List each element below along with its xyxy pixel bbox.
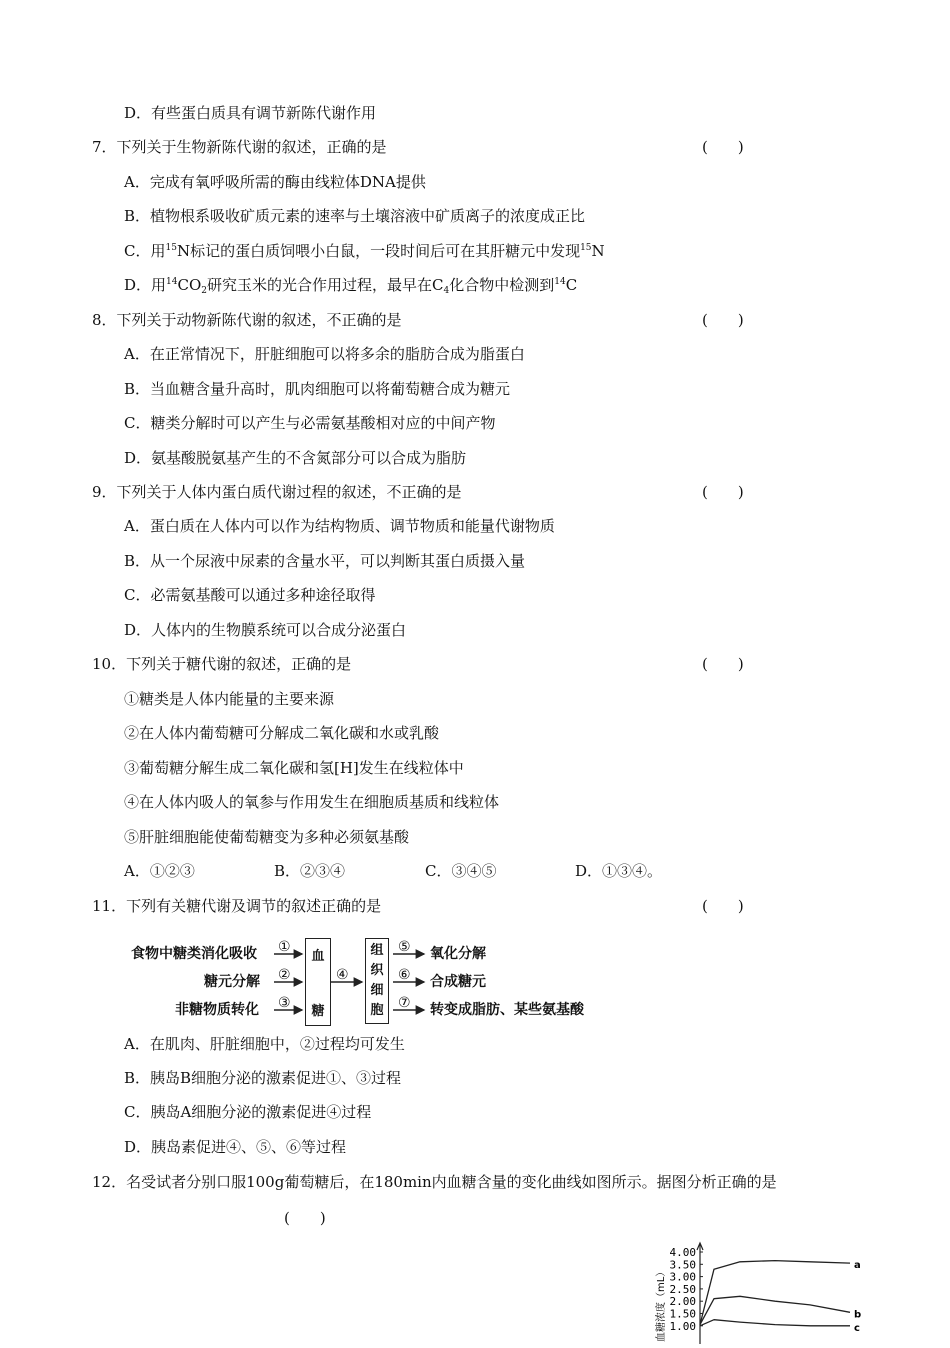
output-glycogen-synthesis: 合成糖元 [430,974,486,990]
q8-option-d: D．氨基酸脱氨基产生的不含氮部分可以合成为脂肪 [124,449,467,467]
q7-d-mid: 研究玉米的光合作用过程，最早在C [207,276,444,294]
q7-c-end: N [591,242,605,260]
tissue-char-1: 组 [370,943,384,958]
y-axis-label: 血糖浓度（mL） [656,1266,667,1342]
q7-option-b: B．植物根系吸收矿质元素的速率与土壤溶液中矿质离子的浓度成正比 [124,207,586,225]
blood-sugar-chart-svg [650,1242,862,1344]
q7-d-sub1: 2 [201,286,207,296]
q7-answer-bracket: ( ) [702,138,744,156]
q10-option-c: C．③④⑤ [425,862,497,880]
q10-option-a: A．①②③ [124,862,195,880]
q10-option-d: D．①③④。 [575,862,663,880]
q11-answer-bracket: ( ) [702,897,744,915]
q7-stem: 7．下列关于生物新陈代谢的叙述，正确的是 [92,138,387,156]
blood-sugar-box [305,938,331,1026]
q7-d-sup2: 14 [554,277,566,287]
q7-d-end: C [565,276,578,294]
q9-option-a: A．蛋白质在人体内可以作为结构物质、调节物质和能量代谢物质 [124,517,555,535]
y-tick-label: 1.00 [669,1319,696,1333]
q7-option-d [124,275,577,295]
tissue-char-2: 织 [370,963,384,978]
output-fat-amino-acid: 转变成脂肪、某些氨基酸 [430,1002,584,1018]
label-6: ⑥ [398,967,411,983]
q10-statement-4: ④在人体内吸人的氧参与作用发生在细胞质基质和线粒体 [124,793,500,811]
q7-d-sub2: 4 [443,286,450,296]
q8-stem: 8．下列关于动物新陈代谢的叙述，不正确的是 [92,311,402,329]
q7-c-sup2: 15 [580,243,592,253]
blood-char-1: 血 [311,949,325,964]
q12-answer-bracket: ( ) [284,1209,326,1227]
tissue-cell-box [365,938,389,1024]
q10-statement-2: ②在人体内葡萄糖可分解成二氧化碳和水或乳酸 [124,724,440,742]
q7-d-co: CO [177,276,202,294]
y-tick-label: 1.50 [669,1307,696,1321]
q7-c-sup1: 15 [165,243,177,253]
q10-statement-3: ③葡萄糖分解生成二氧化碳和氢[H]发生在线粒体中 [124,759,464,777]
q8-option-a: A．在正常情况下，肝脏细胞可以将多余的脂肪合成为脂蛋白 [124,345,525,363]
q7-c-mid: N标记的蛋白质饲喂小白鼠，一段时间后可在其肝糖元中发现 [176,242,581,260]
y-tick-label: 3.00 [669,1270,696,1284]
series-line-c [700,1320,850,1326]
q11-stem: 11．下列有关糖代谢及调节的叙述正确的是 [92,897,382,915]
y-tick-label: 2.00 [669,1295,696,1309]
q8-answer-bracket: ( ) [702,311,744,329]
label-7: ⑦ [398,995,411,1011]
q11-option-c: C．胰岛A细胞分泌的激素促进④过程 [124,1103,372,1121]
input-glycogen-breakdown: 糖元分解 [204,974,260,990]
tissue-char-3: 细 [370,983,384,998]
q10-option-b: B．②③④ [274,862,346,880]
label-4: ④ [336,967,349,983]
q7-d-pre: D．用 [124,276,167,294]
q7-c-pre: C．用 [124,242,166,260]
q11-option-d: D．胰岛素促进④、⑤、⑥等过程 [124,1138,347,1156]
input-food-digestion: 食物中糖类消化吸收 [131,946,257,962]
q9-option-d: D．人体内的生物膜系统可以合成分泌蛋白 [124,621,407,639]
q12-stem: 12．名受试者分别口服100g葡萄糖后，在180min内血糖含量的变化曲线如图所示。据图分析正确的是 [92,1173,777,1191]
q9-stem: 9．下列关于人体内蛋白质代谢过程的叙述，不正确的是 [92,483,462,501]
q10-answer-bracket: ( ) [702,655,744,673]
label-1: ① [278,939,291,955]
blood-char-2: 糖 [311,1004,325,1019]
y-tick-label: 4.00 [669,1246,696,1259]
y-tick-label: 3.50 [669,1258,696,1272]
q11-option-a: A．在肌肉、肝脏细胞中，②过程均可发生 [124,1035,405,1053]
q9-answer-bracket: ( ) [702,483,744,501]
q9-option-c: C．必需氨基酸可以通过多种途径取得 [124,586,376,604]
q7-d-mid2: 化合物中检测到 [449,276,555,294]
series-label-c: c [854,1322,860,1334]
output-oxidation: 氧化分解 [430,946,486,962]
q6-option-d: D．有些蛋白质具有调节新陈代谢作用 [124,104,377,122]
label-5: ⑤ [398,939,411,955]
q8-option-c: C．糖类分解时可以产生与必需氨基酸相对应的中间产物 [124,414,496,432]
q7-d-sup1: 14 [166,277,178,287]
q7-option-c [124,241,605,261]
q10-statement-5: ⑤肝脏细胞能使葡萄糖变为多种必须氨基酸 [124,828,410,846]
label-2: ② [278,967,291,983]
q9-option-b: B．从一个尿液中尿素的含量水平，可以判断其蛋白质摄入量 [124,552,526,570]
series-line-a [700,1261,850,1325]
q11-option-b: B．胰岛B细胞分泌的激素促进①、③过程 [124,1069,402,1087]
y-tick-label: 2.50 [669,1282,696,1296]
series-label-b: b [854,1309,862,1321]
q10-statement-1: ①糖类是人体内能量的主要来源 [124,690,335,708]
series-label-a: a [854,1260,861,1272]
q8-option-b: B．当血糖含量升高时，肌肉细胞可以将葡萄糖合成为糖元 [124,380,511,398]
blood-sugar-chart [650,1242,862,1344]
q10-stem: 10．下列关于糖代谢的叙述，正确的是 [92,655,352,673]
input-non-sugar-conversion: 非糖物质转化 [175,1002,259,1018]
tissue-char-4: 胞 [370,1003,384,1018]
q7-option-a: A．完成有氧呼吸所需的酶由线粒体DNA提供 [124,173,426,191]
sugar-metabolism-diagram [128,938,588,1026]
label-3: ③ [278,995,291,1011]
